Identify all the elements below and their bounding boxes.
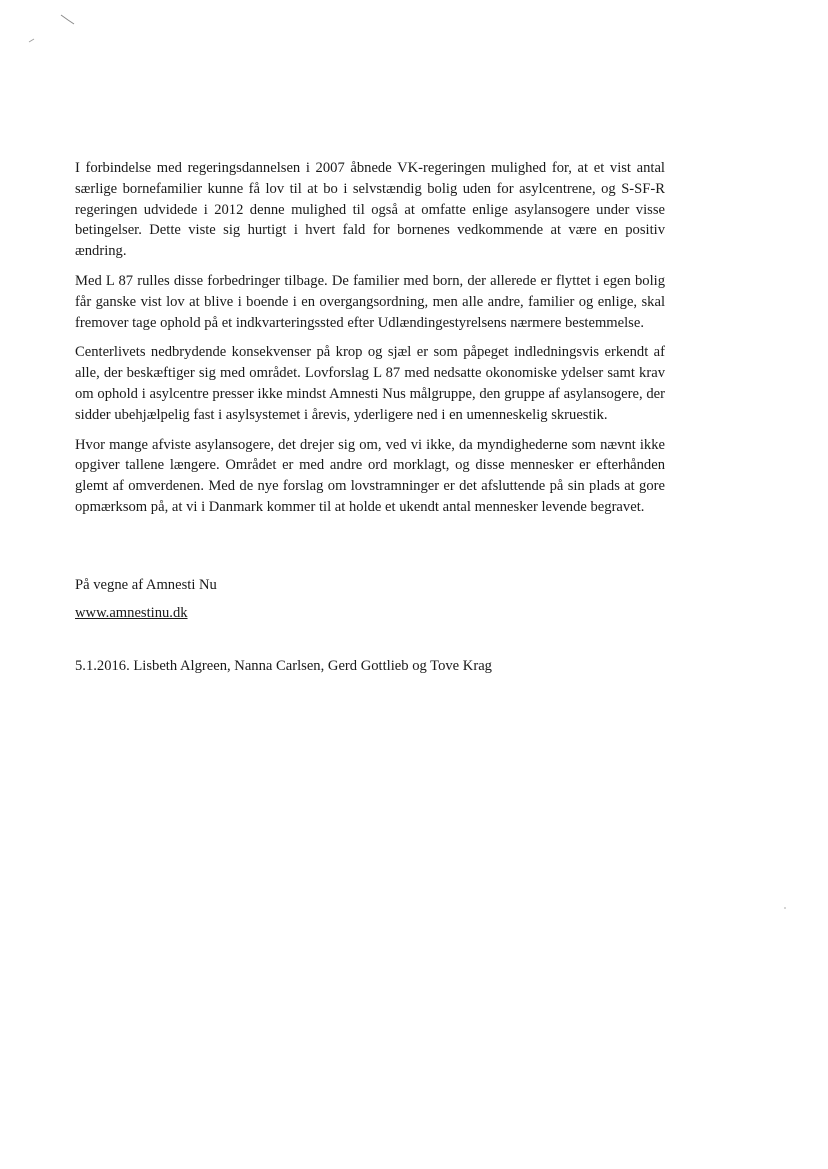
date-and-signatories: 5.1.2016. Lisbeth Algreen, Nanna Carlsen, Gerd Gottlieb og Tove Krag (75, 658, 492, 674)
scan-artifact-mark (60, 14, 76, 26)
signature-block (75, 575, 675, 624)
paragraph: I forbindelse med regeringsdannelsen i 2007 åbnede VK-regeringen mulighed for, at et vist antal særlige bornefamilier kunne få lov til at bo i selvstændig bolig uden for asylcentrene, og S-SF-R regeringen udvidede i 2012 denne mulighed til også at omfatte enlige asylansogere under visse betingelser. Dette viste sig hurtigt i hvert fald for bornenes vedkommende at være en positiv ændring. (75, 160, 665, 260)
paragraph: Med L 87 rulles disse forbedringer tilbage. De familier med born, der allerede er flyttet i egen bolig får ganske vist lov at blive i boende i en overgangsordning, men alle andre, familier og enlige, skal fremover tage ophold på et indkvarteringssted efter Udlændingestyrelsens nærmere bestemmelse. (75, 272, 665, 331)
website-link[interactable]: www.amnestinu.dk (75, 604, 188, 621)
letter-body (75, 158, 665, 527)
paragraph: Hvor mange afviste asylansogere, det drejer sig om, ved vi ikke, da myndighederne som nævnt ikke opgiver tallene længere. Området er med andre ord morklagt, og disse mennesker er efterhånden glemt af omverdenen. Med de nye forslag om lovstramninger er det afsluttende på sin plads at gore opmærksom på, at vi i Danmark kommer til at holde et ukendt antal mennesker levende begravet. (75, 436, 665, 515)
on-behalf-line: På vegne af Amnesti Nu (75, 577, 217, 593)
scan-artifact-dot (783, 906, 787, 910)
scan-artifact-mark (28, 36, 38, 44)
paragraph: Centerlivets nedbrydende konsekvenser på krop og sjæl er som påpeget indledningsvis erkendt af alle, der beskæftiger sig med området. Lovforslag L 87 med nedsatte okonomiske ydelser samt krav om ophold i asylcentre presser ikke mindst Amnesti Nus målgruppe, den gruppe af asylansogere, der sidder ubehjælpelig fast i asylsystemet i årevis, yderligere ned i en umenneskelig skruestik. (75, 344, 665, 423)
